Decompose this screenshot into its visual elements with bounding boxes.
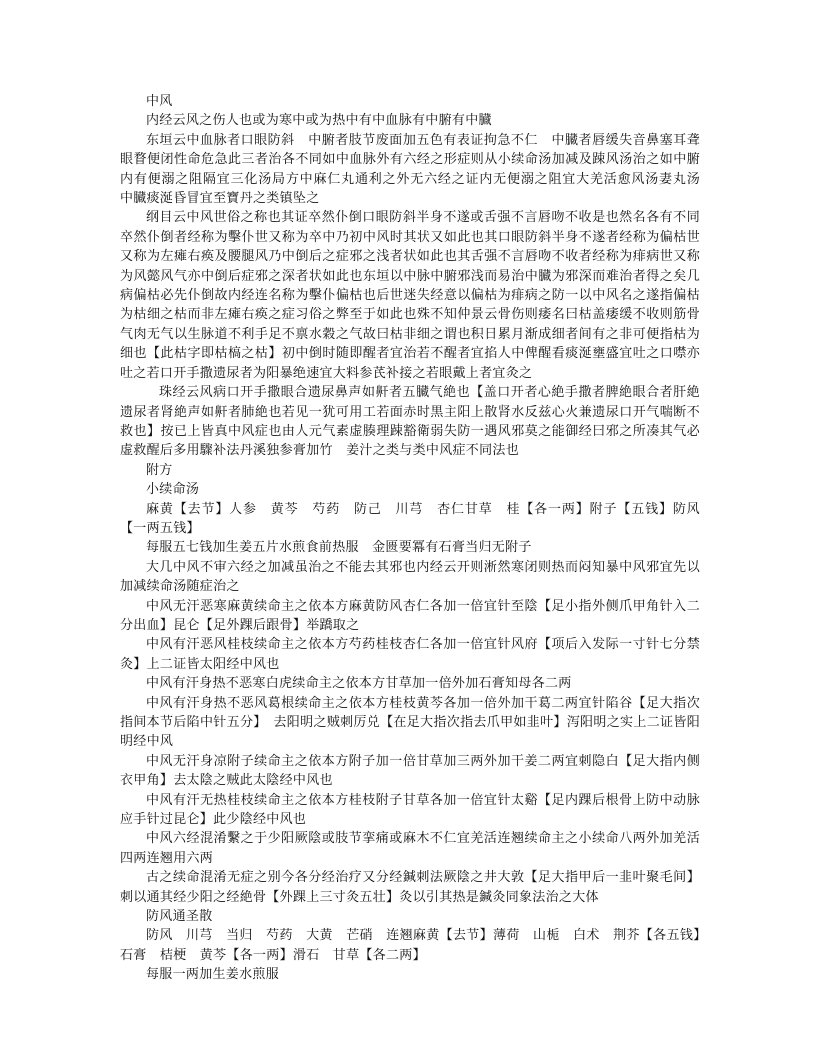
formula-ingredients-fangfeng: 防风 川芎 当归 芍药 大黄 芒硝 连翘麻黄【去节】薄荷 山栀 白术 荆芥【各五钱】石膏 桔梗 黄芩【各一两】滑石 甘草【各二两】 — [120, 928, 700, 963]
paragraph-zhujing: 珠经云风病口开手撒眼合遗尿鼻声如鼾者五臓气絶也【盖口开者心絶手撒者脾絶眼合者肝絶遗尿者肾絶声如鼾者肺絶也若见一犹可用工若面赤时黒主阳上散肾水反兹心火兼遗尿口开气喘断不救也】按已上皆真中风症也由人元气素虚腠理踈豁衛弱失防一遇风邪莫之能御经曰邪之所凑其气必虚救醒后多用驟补法丹溪独参膏加竹 姜汁之类与类中风症不同法也 — [120, 385, 700, 459]
formula-title-fangfeng: 防风通圣散 — [146, 909, 213, 925]
paragraph-neijing: 内经云风之伤人也或为寒中或为热中有中血脉有中腑有中臓 — [146, 113, 492, 129]
section-title: 中风 — [146, 94, 173, 109]
paragraph-fuzi: 中风无汗身凉附子续命主之依本方附子加一倍甘草加三两外加干姜二两宜刺隐白【足大指内侧衣甲角】去太陰之贼此太陰经中风也 — [120, 753, 700, 789]
paragraph-acupuncture: 古之续命混淆无症之别今各分经治疗又分经鍼刺法厥陰之井大敦【足大指甲后一韭叶聚毛间】刺以通其经少阳之经絶骨【外踝上三寸灸五壮】灸以引其热是鍼灸同象法治之大体 — [120, 870, 700, 905]
paragraph-mahuang: 中风无汗恶寒麻黄续命主之依本方麻黄防风杏仁各加一倍宜针至陰【足小指外侧爪甲角针入二分出血】昆仑【足外踝后跟骨】举蹻取之 — [120, 598, 700, 633]
appendix-heading: 附方 — [146, 462, 173, 478]
paragraph-guizhi-fuzi: 中风有汗无热桂枝续命主之依本方桂枝附子甘草各加一倍宜针太谿【足内踝后根骨上防中动脉应手针过昆仑】此少陰经中风也 — [120, 792, 700, 828]
paragraph-gegen: 中风有汗身热不恶风葛根续命主之依本方桂枝黄芩各加一倍外加干葛二两宜针陷谷【足大指次指间本节后陷中针五分】 去阳明之贼刺厉兑【在足大指次指去爪甲如韭叶】泻阳明之实上二证皆阳明经中风 — [120, 695, 700, 750]
paragraph-baihu: 中风有汗身热不恶寒白虎续命主之依本方甘草加一倍外加石膏知母各二两 — [146, 676, 572, 692]
paragraph-guizhi: 中风有汗恶风桂枝续命主之依本方芍药桂枝杏仁各加一倍宜针风府【项后入发际一寸针七分禁灸】上二证皆太阳经中风也 — [120, 637, 700, 672]
paragraph-qianghuo: 中风六经混淆繫之于少阳厥陰或肢节挛痛或麻木不仁宜羌活连翘续命主之小续命八两外加羌活四两连翘用六两 — [120, 831, 700, 866]
formula-title-xuming: 小续命汤 — [146, 482, 200, 498]
paragraph-general: 大几中风不审六经之加减虽治之不能去其邪也内经云开则淅然寒闭则热而闷知暴中风邪宜先以加减续命汤随症治之 — [120, 559, 700, 595]
paragraph-gangmu: 纲目云中风世俗之称也其证卒然仆倒口眼防斜半身不遂或舌强不言唇吻不收是也然名各有不同卒然仆倒者经称为擊仆世又称为卒中乃初中风时其状又如此也其口眼防斜半身不遂者经称为偏枯世又称为左瘫右痪及腰腿风乃中倒后之症邪之浅者状如此也其舌强不言唇吻不收者经称为痱病世又称为风懿风气亦中倒后症邪之深者状如此也东垣以中脉中腑邪浅而易治中臓为邪深而难治者得之矣几病偏枯必先仆倒故内经连名称为擊仆偏枯也后世迷失经意以偏枯为痱病之防一以中风名之遂指偏枯为枯细之枯而非左瘫右痪之症习俗之弊至于如此也殊不知仲景云骨伤则痿名曰枯盖痿缓不收则筋骨气肉无气以生脉道不利手足不禀水穀之气故曰枯非细之谓也积日累月渐成细者间有之非可便指枯为细也【此枯字即枯槁之枯】初中倒时随即醒者宜治若不醒者宜掐人中俾醒看痰涎壅盛宜吐之口噤亦吐之若口开手撒遗尿者为阳暴绝速宜大料参芪补接之若眼戴上者宜灸之 — [120, 210, 700, 381]
document-page — [120, 92, 714, 985]
formula-dosage-xuming: 每服五七钱加生姜五片水煎食前热服 金匮要冪有石膏当归无附子 — [146, 540, 532, 556]
paragraph-dongyuan: 东垣云中血脉者口眼防斜 中腑者肢节废面加五色有表证拘急不仁 中臓者唇缓失音鼻塞耳聋眼瞀便闭性命危急此三者治各不同如中血脉外有六经之形症则从小续命汤加减及踈风汤治之如中腑内有便溺之阻隔宜三化汤局方中麻仁丸通利之外无六经之证内无便溺之阻宜大羌活愈风汤妻丸汤 中臓痰涎昏冒宜至寶丹之类镇坠之 — [120, 132, 714, 207]
formula-dosage-fangfeng: 每服一两加生姜水煎服 — [146, 967, 280, 983]
formula-ingredients-xuming: 麻黄【去节】人参 黄芩 芍药 防己 川芎 杏仁甘草 桂【各一两】附子【五钱】防风【一两五钱】 — [120, 501, 700, 536]
